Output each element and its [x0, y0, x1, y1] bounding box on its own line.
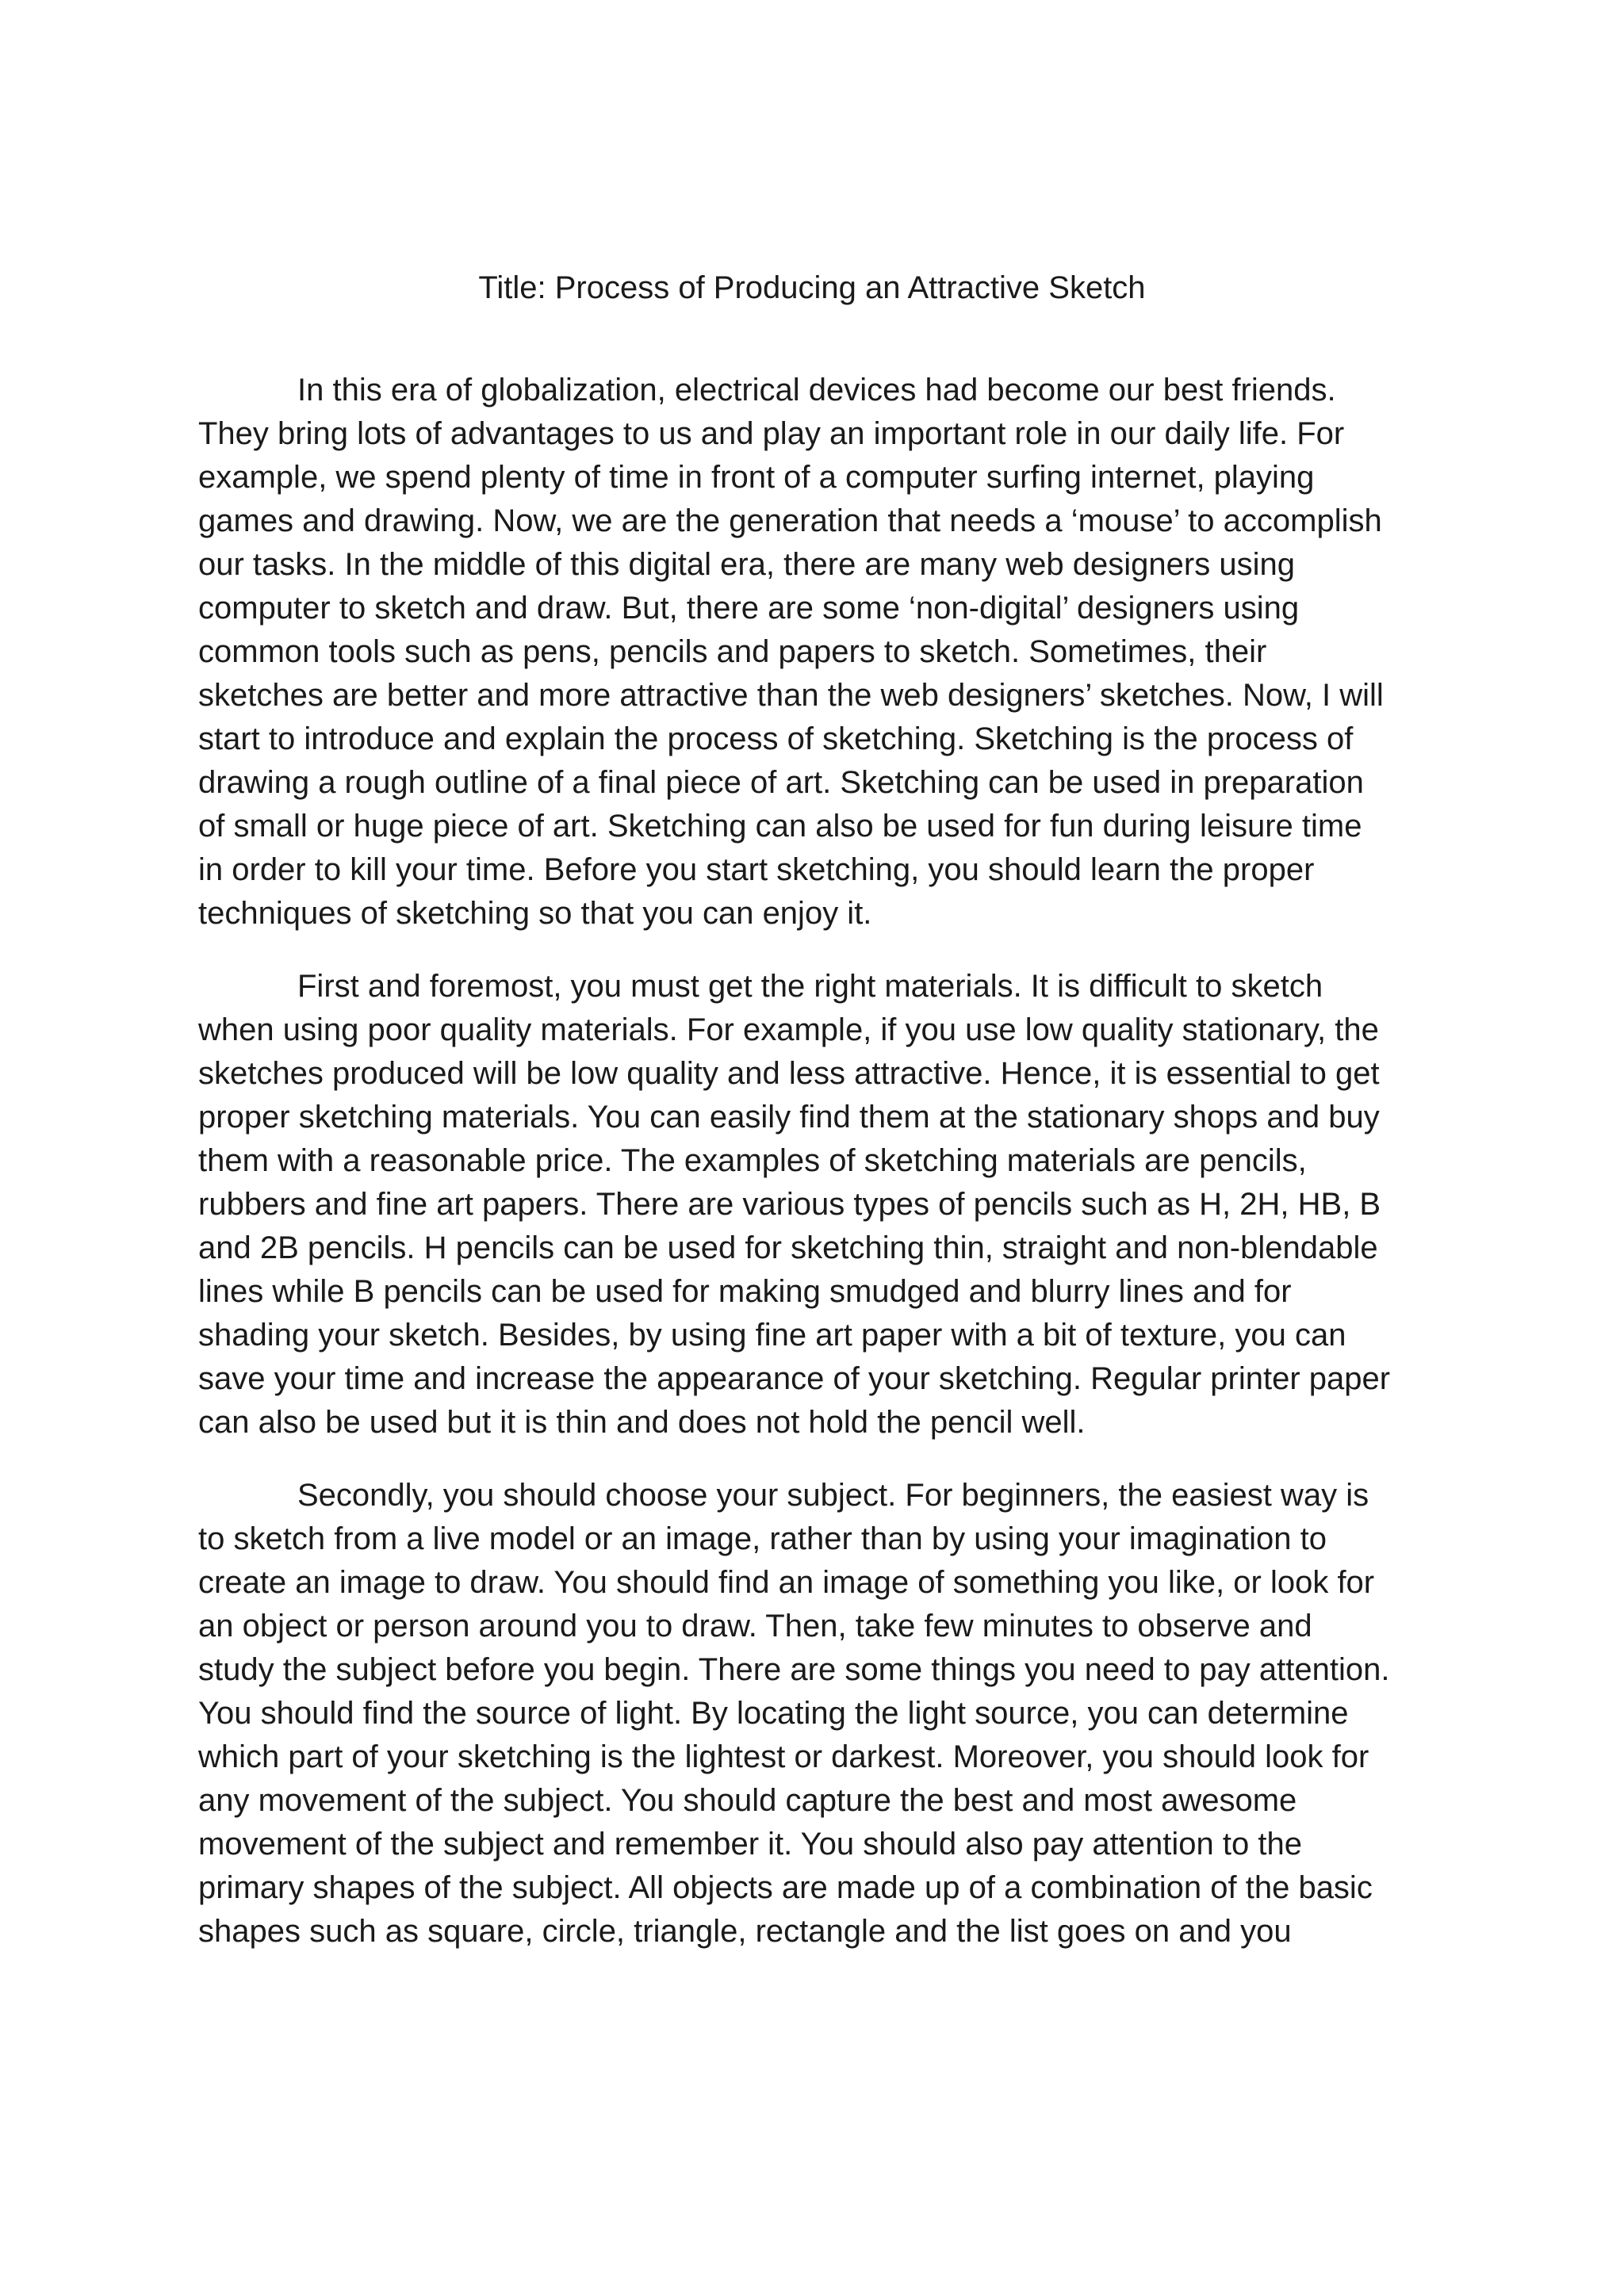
text-line: start to introduce and explain the process of sketching. Sketching is the process of — [198, 721, 1354, 756]
text-line: You should find the source of light. By locating the light source, you can determine — [198, 1696, 1349, 1731]
paragraph-subject — [198, 1474, 1451, 1954]
text-line: of small or huge piece of art. Sketching can also be used for fun during leisure time — [198, 809, 1362, 844]
text-line: Secondly, you should choose your subject. For beginners, the easiest way is — [297, 1478, 1369, 1513]
text-line: shading your sketch. Besides, by using fine art paper with a bit of texture, you can — [198, 1318, 1346, 1353]
text-line: when using poor quality materials. For example, if you use low quality stationary, the — [198, 1012, 1379, 1047]
text-line: They bring lots of advantages to us and play an important role in our daily life. For — [198, 416, 1345, 451]
text-line: example, we spend plenty of time in front of a computer surfing internet, playing — [198, 460, 1315, 495]
text-line: which part of your sketching is the lightest or darkest. Moreover, you should look for — [198, 1739, 1369, 1774]
text-line: proper sketching materials. You can easily find them at the stationary shops and buy — [198, 1100, 1380, 1135]
paragraph-spacer — [198, 936, 1451, 965]
text-line: In this era of globalization, electrical devices had become our best friends. — [297, 373, 1336, 408]
text-line: them with a reasonable price. The examples of sketching materials are pencils, — [198, 1143, 1307, 1178]
text-line: common tools such as pens, pencils and papers to sketch. Sometimes, their — [198, 634, 1267, 669]
text-line: movement of the subject and remember it. You should also pay attention to the — [198, 1827, 1302, 1862]
text-line: drawing a rough outline of a final piece of art. Sketching can be used in preparation — [198, 765, 1364, 800]
paragraph-spacer — [198, 1445, 1451, 1474]
text-line: save your time and increase the appearance of your sketching. Regular printer paper — [198, 1361, 1391, 1396]
text-line: in order to kill your time. Before you start sketching, you should learn the proper — [198, 852, 1315, 887]
text-line: sketches are better and more attractive than the web designers’ sketches. Now, I will — [198, 678, 1384, 713]
text-line: lines while B pencils can be used for making smudged and blurry lines and for — [198, 1274, 1292, 1309]
text-line: an object or person around you to draw. Then, take few minutes to observe and — [198, 1609, 1312, 1644]
text-line: games and drawing. Now, we are the generation that needs a ‘mouse’ to accomplish — [198, 503, 1382, 538]
text-line: study the subject before you begin. There are some things you need to pay attention. — [198, 1652, 1390, 1687]
text-line: any movement of the subject. You should capture the best and most awesome — [198, 1783, 1297, 1818]
text-line: primary shapes of the subject. All objects are made up of a combination of the basic — [198, 1870, 1373, 1905]
text-line: create an image to draw. You should find an image of something you like, or look for — [198, 1565, 1375, 1600]
text-line: to sketch from a live model or an image, rather than by using your imagination to — [198, 1521, 1327, 1556]
text-line: our tasks. In the middle of this digital era, there are many web designers using — [198, 547, 1295, 582]
text-line: computer to sketch and draw. But, there are some ‘non-digital’ designers using — [198, 591, 1300, 626]
text-line: rubbers and fine art papers. There are various types of pencils such as H, 2H, HB, B — [198, 1187, 1381, 1222]
paragraph-intro — [198, 369, 1451, 936]
paragraph-materials — [198, 965, 1451, 1445]
text-line: and 2B pencils. H pencils can be used for sketching thin, straight and non-blendable — [198, 1230, 1378, 1265]
text-line: First and foremost, you must get the right materials. It is difficult to sketch — [297, 969, 1323, 1004]
document-title: Title: Process of Producing an Attractive Sketch — [478, 270, 1146, 305]
text-line: techniques of sketching so that you can enjoy it. — [198, 896, 872, 931]
text-line: shapes such as square, circle, triangle, rectangle and the list goes on and you — [198, 1914, 1292, 1949]
text-line: can also be used but it is thin and does not hold the pencil well. — [198, 1405, 1086, 1440]
document-body — [198, 369, 1451, 1954]
text-line: sketches produced will be low quality and less attractive. Hence, it is essential to get — [198, 1056, 1380, 1091]
